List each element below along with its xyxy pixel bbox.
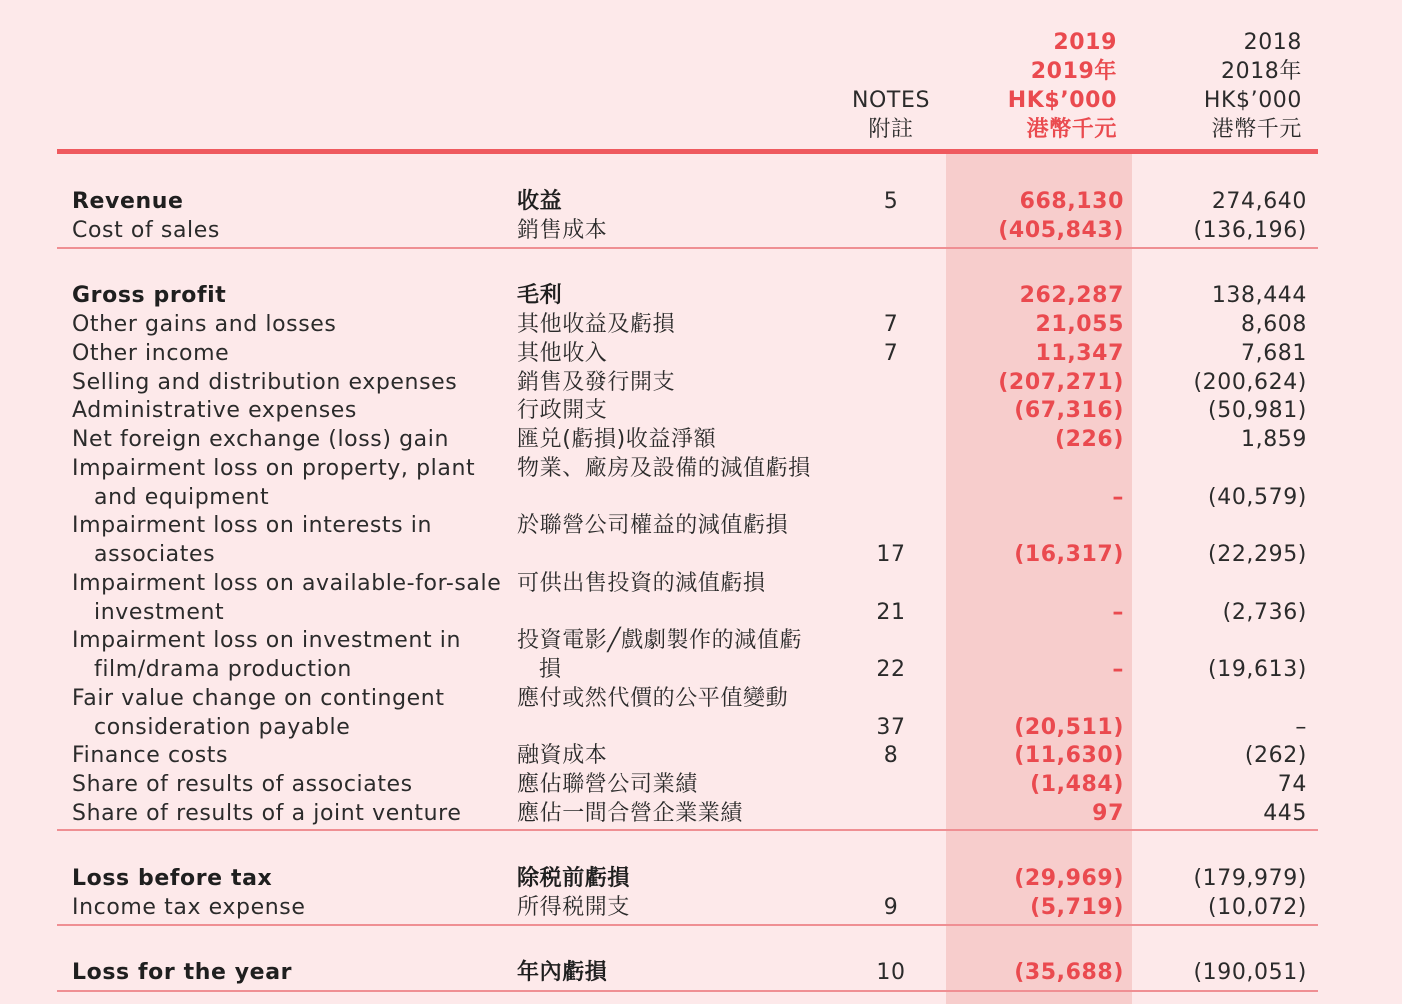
- admin-label: Administrative expenses: [72, 398, 357, 423]
- loss-year-2019: (35,688): [1014, 960, 1124, 985]
- loss-year-note: 10: [876, 960, 906, 985]
- other-gains-label: Other gains and losses: [72, 312, 337, 337]
- share-jv-2018: 445: [1263, 801, 1307, 826]
- imp-ppe-2019: –: [1112, 485, 1124, 510]
- imp-assoc-2019: (16,317): [1014, 542, 1124, 567]
- loss-year-label-zh: 年內虧損: [517, 960, 608, 985]
- selling-label-zh: 銷售及發行開支: [517, 370, 676, 395]
- loss-before-tax-label-zh: 除税前虧損: [517, 866, 631, 891]
- imp-film-label-zh-2: 損: [539, 657, 562, 682]
- header-2018-unit: HK$’000: [1203, 88, 1302, 113]
- header-2019-unit-zh: 港幣千元: [1026, 117, 1117, 142]
- fx-2019: (226): [1054, 427, 1124, 452]
- other-income-label-zh: 其他收入: [517, 341, 608, 366]
- imp-film-note: 22: [876, 657, 906, 682]
- share-jv-2019: 97: [1092, 801, 1124, 826]
- finance-label-zh: 融資成本: [517, 743, 608, 768]
- imp-afs-label-2: investment: [94, 600, 225, 625]
- loss-before-tax-2018: (179,979): [1193, 866, 1307, 891]
- subtotal-rule: [57, 829, 1318, 831]
- imp-afs-note: 21: [876, 600, 906, 625]
- fx-2018: 1,859: [1241, 427, 1307, 452]
- admin-2019: (67,316): [1014, 398, 1124, 423]
- fair-value-2019: (20,511): [1014, 715, 1124, 740]
- gross-profit-2018: 138,444: [1211, 283, 1307, 308]
- imp-ppe-label-1: Impairment loss on property, plant: [72, 456, 476, 481]
- imp-assoc-note: 17: [876, 542, 906, 567]
- share-assoc-2018: 74: [1277, 772, 1307, 797]
- cost-of-sales-2019: (405,843): [998, 218, 1124, 243]
- header-2019-zh: 2019年: [1030, 59, 1117, 84]
- income-tax-2019: (5,719): [1030, 895, 1124, 920]
- selling-2019: (207,271): [998, 370, 1124, 395]
- revenue-2019: 668,130: [1019, 189, 1124, 214]
- header-2019-unit: HK$’000: [1007, 88, 1117, 113]
- loss-before-tax-2019: (29,969): [1014, 866, 1124, 891]
- header-notes: NOTES: [851, 88, 931, 113]
- other-income-label: Other income: [72, 341, 230, 366]
- cost-of-sales-label-zh: 銷售成本: [517, 218, 608, 243]
- fair-value-label-2: consideration payable: [94, 715, 351, 740]
- header-2018-zh: 2018年: [1221, 59, 1302, 84]
- subtotal-rule: [57, 247, 1318, 249]
- imp-afs-2019: –: [1112, 600, 1124, 625]
- finance-note: 8: [883, 743, 899, 768]
- admin-label-zh: 行政開支: [517, 398, 608, 423]
- imp-ppe-label-zh: 物業、廠房及設備的減值虧損: [517, 456, 811, 481]
- fair-value-label-zh: 應付或然代價的公平值變動: [517, 686, 789, 711]
- share-jv-label-zh: 應佔一間合營企業業績: [517, 801, 744, 826]
- revenue-label-zh: 收益: [517, 189, 563, 214]
- other-gains-label-zh: 其他收益及虧損: [517, 312, 676, 337]
- subtotal-rule: [57, 924, 1318, 926]
- other-gains-note: 7: [883, 312, 899, 337]
- fair-value-note: 37: [876, 715, 906, 740]
- header-2019: 2019: [1053, 30, 1117, 55]
- revenue-2018: 274,640: [1211, 189, 1307, 214]
- income-tax-label: Income tax expense: [72, 895, 306, 920]
- share-assoc-label-zh: 應佔聯營公司業績: [517, 772, 698, 797]
- gross-profit-label-zh: 毛利: [517, 283, 563, 308]
- imp-film-2019: –: [1112, 657, 1124, 682]
- imp-film-label-1: Impairment loss on investment in: [72, 628, 462, 653]
- imp-afs-2018: (2,736): [1222, 600, 1307, 625]
- income-tax-note: 9: [883, 895, 899, 920]
- selling-label: Selling and distribution expenses: [72, 370, 458, 395]
- fx-label-zh: 匯兑(虧損)收益淨額: [517, 427, 717, 452]
- other-gains-2018: 8,608: [1241, 312, 1307, 337]
- header-notes-zh: 附註: [868, 117, 914, 142]
- revenue-label: Revenue: [72, 189, 184, 214]
- total-rule: [57, 990, 1318, 992]
- imp-ppe-label-2: and equipment: [94, 485, 270, 510]
- revenue-note: 5: [883, 189, 899, 214]
- selling-2018: (200,624): [1193, 370, 1307, 395]
- imp-film-label-2: film/drama production: [94, 657, 352, 682]
- header-rule: [57, 149, 1318, 154]
- admin-2018: (50,981): [1208, 398, 1307, 423]
- share-assoc-2019: (1,484): [1030, 772, 1124, 797]
- loss-year-label: Loss for the year: [72, 960, 293, 985]
- finance-2019: (11,630): [1014, 743, 1124, 768]
- gross-profit-label: Gross profit: [72, 283, 227, 308]
- fair-value-2018: –: [1295, 715, 1307, 740]
- cost-of-sales-2018: (136,196): [1193, 218, 1307, 243]
- fx-label: Net foreign exchange (loss) gain: [72, 427, 450, 452]
- share-assoc-label: Share of results of associates: [72, 772, 413, 797]
- imp-afs-label-1: Impairment loss on available-for-sale: [72, 571, 502, 596]
- other-income-2019: 11,347: [1035, 341, 1124, 366]
- loss-year-2018: (190,051): [1193, 960, 1307, 985]
- imp-ppe-2018: (40,579): [1208, 485, 1307, 510]
- gross-profit-2019: 262,287: [1019, 283, 1124, 308]
- imp-assoc-label-zh: 於聯營公司權益的減值虧損: [517, 513, 789, 538]
- header-2018-unit-zh: 港幣千元: [1211, 117, 1302, 142]
- income-tax-2018: (10,072): [1208, 895, 1307, 920]
- imp-film-label-zh-1: 投資電影╱戲劇製作的減值虧: [517, 628, 803, 653]
- loss-before-tax-label: Loss before tax: [72, 866, 273, 891]
- fair-value-label-1: Fair value change on contingent: [72, 686, 445, 711]
- finance-2018: (262): [1244, 743, 1307, 768]
- other-income-note: 7: [883, 341, 899, 366]
- other-gains-2019: 21,055: [1035, 312, 1124, 337]
- imp-assoc-2018: (22,295): [1208, 542, 1307, 567]
- finance-label: Finance costs: [72, 743, 229, 768]
- share-jv-label: Share of results of a joint venture: [72, 801, 462, 826]
- header-2018: 2018: [1243, 30, 1302, 55]
- cost-of-sales-label: Cost of sales: [72, 218, 220, 243]
- income-tax-label-zh: 所得税開支: [517, 895, 631, 920]
- imp-assoc-label-1: Impairment loss on interests in: [72, 513, 433, 538]
- imp-afs-label-zh: 可供出售投資的減值虧損: [517, 571, 766, 596]
- other-income-2018: 7,681: [1241, 341, 1307, 366]
- imp-film-2018: (19,613): [1208, 657, 1307, 682]
- imp-assoc-label-2: associates: [94, 542, 216, 567]
